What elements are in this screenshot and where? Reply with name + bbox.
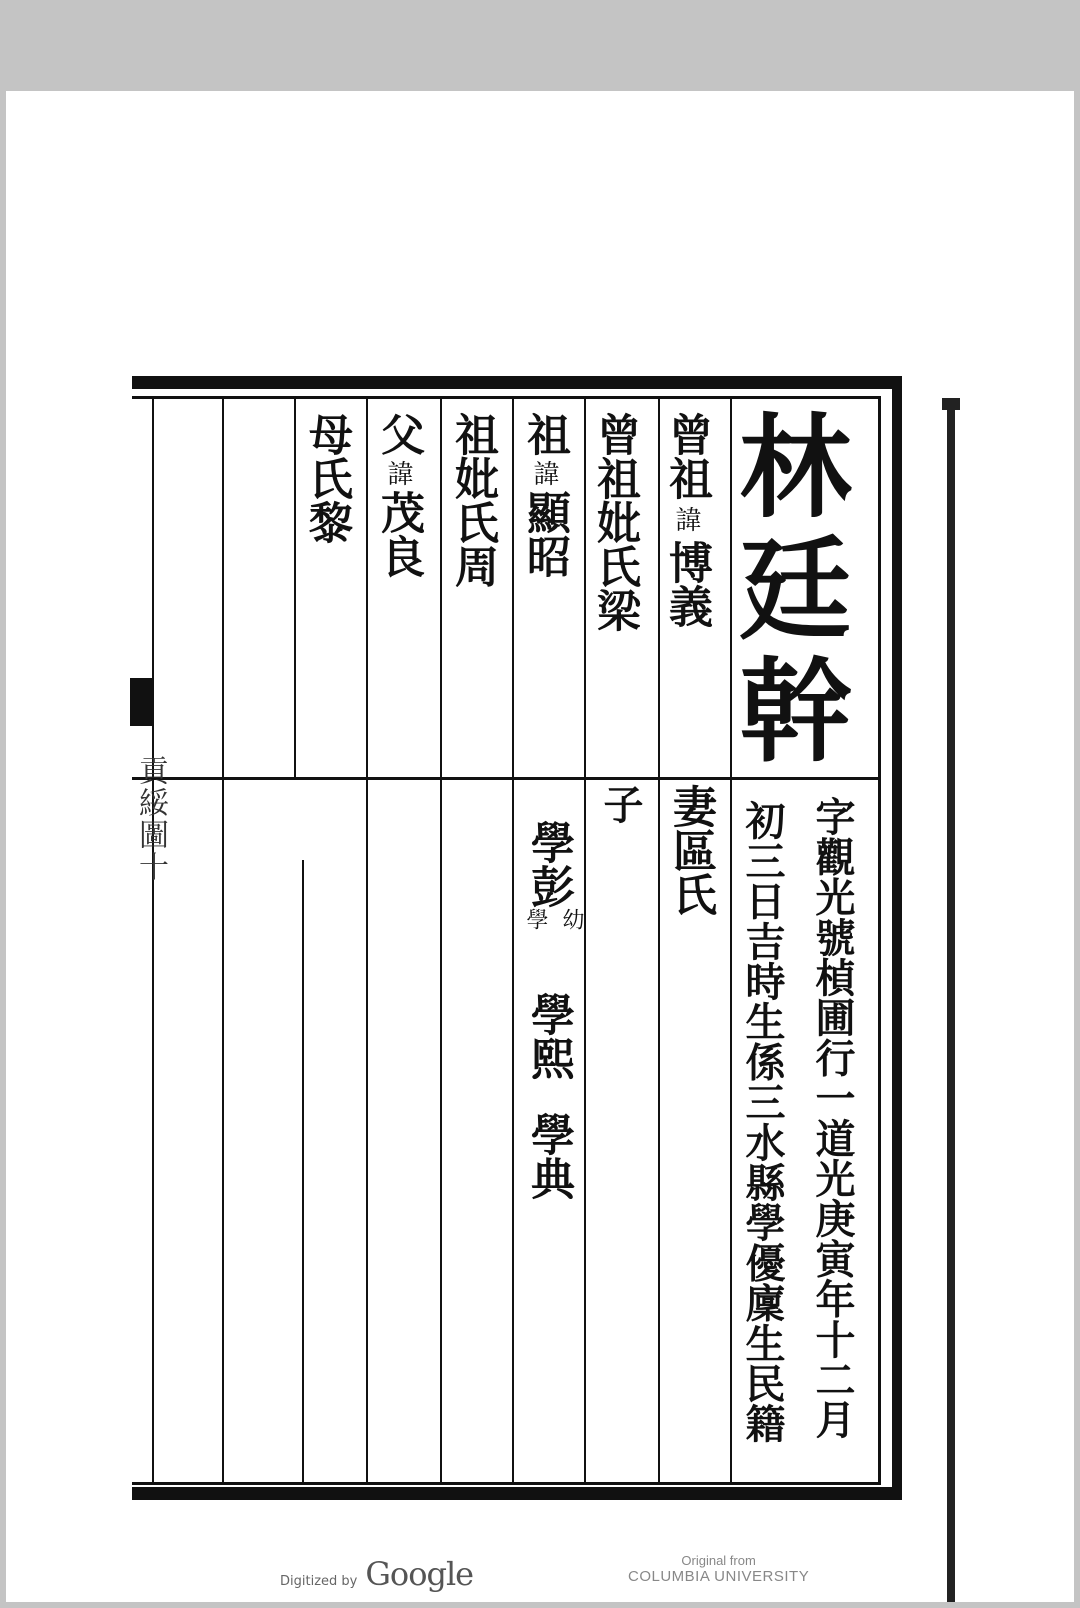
bio-line-1: 字觀光號楨圃行一道光庚寅年十二月 [809, 796, 856, 1440]
wife: 妻區氏 [665, 784, 716, 916]
column-rule [584, 399, 586, 1482]
next-leaf-corner [942, 398, 960, 410]
grandmother: 祖妣氏周 [447, 412, 498, 588]
sons-label: 子 [597, 784, 644, 824]
adjacent-page-mark [130, 678, 152, 726]
inner-border-bottom [132, 1482, 880, 1485]
column-rule [658, 399, 660, 1482]
column-rule [366, 399, 368, 1482]
son-1: 學彭 [523, 820, 574, 908]
great-grandfather [661, 412, 712, 628]
grandfather-label: 祖 [519, 412, 570, 456]
mother: 母氏黎 [301, 412, 352, 544]
inner-border-top [132, 396, 880, 399]
son-2: 學熙 [523, 992, 574, 1080]
column-rule [152, 399, 154, 1482]
column-rule [440, 399, 442, 1482]
column-rule [294, 399, 296, 777]
institution-name: COLUMBIA UNIVERSITY [628, 1568, 810, 1585]
grandfather [519, 412, 570, 578]
digitized-by-google [280, 1555, 473, 1593]
taboo-note: 諱 [671, 506, 701, 532]
middle-divider [132, 777, 878, 780]
grandfather-name: 顯昭 [519, 490, 570, 578]
column-rule [222, 399, 224, 1482]
son-1-note-top: 幼 [559, 908, 584, 930]
next-leaf-edge [947, 398, 955, 1602]
taboo-note: 諱 [529, 460, 559, 486]
son-3: 學典 [523, 1112, 574, 1200]
taboo-note: 諱 [383, 460, 413, 486]
father-label: 父 [373, 412, 424, 456]
son-1-note-bottom: 學 [523, 908, 548, 930]
column-rule [512, 399, 514, 1482]
inner-border-right [878, 396, 881, 1485]
digitized-by-label: Digitized by [280, 1574, 358, 1589]
google-logo: Google [365, 1555, 474, 1593]
father [373, 412, 424, 578]
column-rule [302, 860, 304, 1482]
father-name: 茂良 [373, 490, 424, 578]
great-grandfather-name: 博義 [661, 540, 712, 628]
adjacent-page-fragment: 貢綏圖十 [133, 755, 168, 883]
record-name: 林廷幹 [721, 408, 851, 774]
great-grandfather-label: 曾祖 [661, 412, 712, 500]
bio-line-2: 初三日吉時生係三水縣學優廩生民籍 [739, 800, 786, 1444]
original-from [628, 1553, 809, 1585]
original-from-label: Original from [681, 1553, 756, 1568]
great-grandmother: 曾祖妣氏梁 [589, 412, 640, 632]
